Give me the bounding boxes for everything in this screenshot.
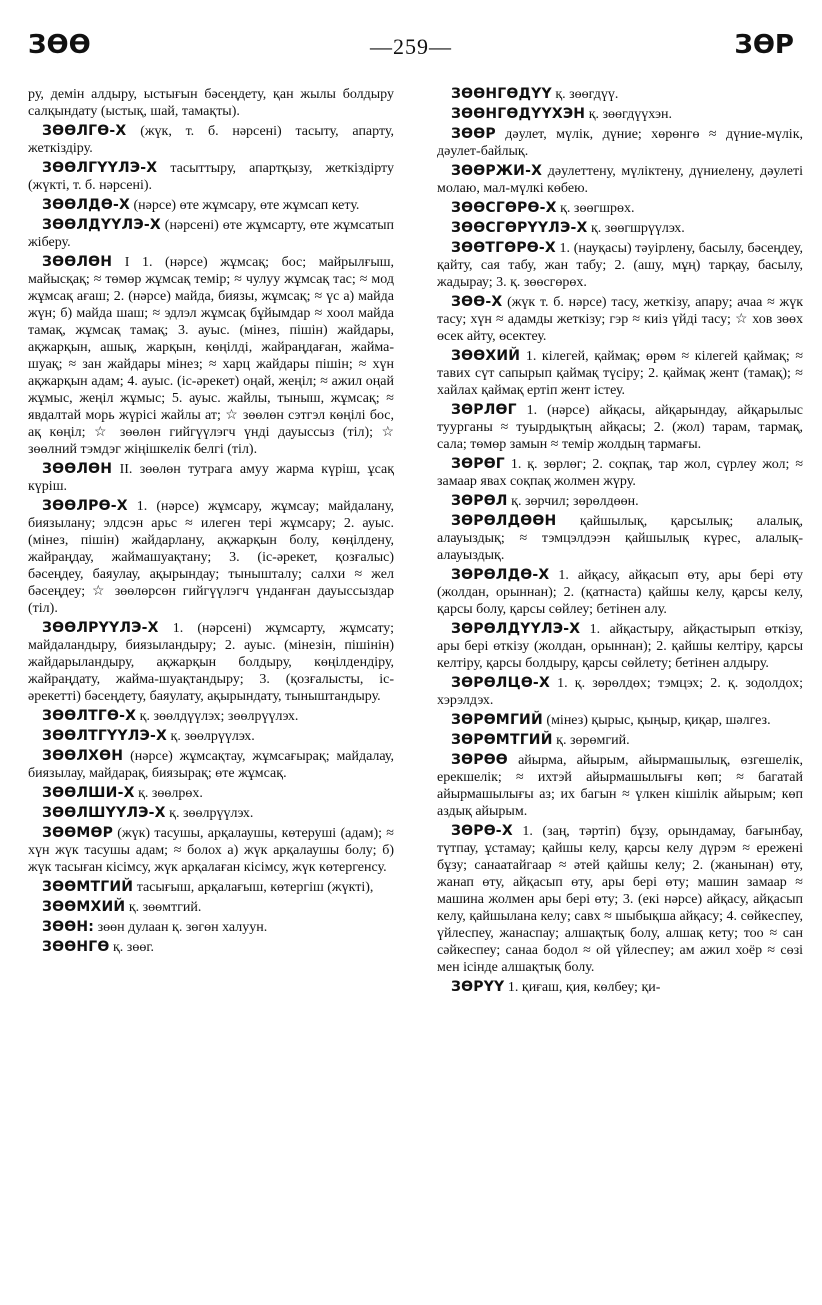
entry-headword: ЗӨРӨ-Х: [451, 823, 513, 839]
entry-definition: (жүк) тасушы, арқалаушы, көтеруші (адам); ≈ хүн жүк тасушы адам; ≈ болох а) жүк арқалаушы болу; б) жүк тасыған кісімсу, жүк арқалаған кісімсу, жүк көтергенсу.: [28, 826, 394, 875]
entry-definition: (нәрсе) өте жұмсару, өте жұмсап кету.: [133, 198, 360, 213]
dictionary-entry: [437, 126, 803, 160]
entry-definition: 1. айқастыру, айқастырып өткізу, ары бері өткізу (жолдан, орыннан); 2. қайшы келтіру, қарсы келтіру, қарсы болдыру, қарсы сөйлету; бетінен алдыру.: [437, 622, 803, 671]
entry-headword: ЗӨРӨГ: [451, 456, 505, 472]
dictionary-entry: [437, 456, 803, 490]
entry-definition: тасығыш, арқалағыш, көтергіш (жүкті),: [136, 880, 374, 895]
entry-headword: ЗӨӨСГӨРҮҮЛЭ-Х: [451, 220, 588, 236]
entry-headword: ЗӨӨН:: [42, 919, 95, 935]
entry-definition: (жүк, т. б. нәрсені) тасыту, апарту, жеткіздіру.: [28, 124, 394, 156]
entry-headword: ЗӨӨНГӨДҮҮ: [451, 86, 552, 102]
entry-definition: (жүк т. б. нәрсе) тасу, жеткізу, апару; ачаа ≈ жүк тасу; хүн ≈ адамды жеткізу; гэр ≈ киіз үйді тасу; ☆ хов зөөх өсек айту, өсектеу.: [437, 295, 803, 344]
entry-headword: ЗӨӨРЖИ-Х: [451, 163, 543, 179]
entry-headword: ЗӨӨЛШҮҮЛЭ-Х: [42, 805, 166, 821]
dictionary-entry: [437, 979, 803, 996]
entry-headword: ЗӨӨЛӨН: [42, 461, 113, 477]
entry-definition: қ. зөөлрүүлэх.: [170, 729, 255, 744]
dictionary-entry: [437, 200, 803, 217]
entry-headword: ЗӨӨЛТГҮҮЛЭ-Х: [42, 728, 168, 744]
dictionary-entry: [28, 785, 394, 802]
left-column: [28, 86, 394, 1291]
entry-definition: қ. зөөмтгий.: [128, 900, 202, 915]
entry-headword: ЗӨРӨЛДҮҮЛЭ-Х: [451, 621, 581, 637]
entry-definition: (мінез) қырыс, қыңыр, қиқар, шәлгез.: [546, 713, 771, 728]
header-first-headword: ЗӨӨ: [28, 30, 91, 60]
dictionary-entry: [28, 728, 394, 745]
entry-headword: ЗӨӨЛРӨ-Х: [42, 498, 128, 514]
dictionary-entry: [28, 86, 394, 120]
entry-definition: (нәрсе) жұмсақтау, жұмсағырақ; майдалау, биязылау, майдарақ, биязырақ; өте жұмсақ.: [28, 749, 394, 781]
entry-headword: ЗӨӨЛРҮҮЛЭ-Х: [42, 620, 159, 636]
entry-headword: ЗӨРӨМТГИЙ: [451, 732, 553, 748]
dictionary-entry: [28, 254, 394, 458]
entry-definition: зөөн дулаан қ. зөгөн халуун.: [97, 920, 268, 935]
entry-headword: ЗӨӨР: [451, 126, 496, 142]
dictionary-entry: [437, 106, 803, 123]
dictionary-entry: [437, 402, 803, 453]
entry-definition: дәулет, мүлік, дүние; хөрөнгө ≈ дүние-мүлік, дәулет-байлық.: [437, 127, 803, 159]
entry-headword: ЗӨРӨЛЦӨ-Х: [451, 675, 550, 691]
entry-headword: ЗӨӨМХИЙ: [42, 899, 126, 915]
entry-headword: ЗӨРӨМГИЙ: [451, 712, 543, 728]
entry-definition: 1. (науқасы) тәуірлену, басылу, бәсеңдеу, қайту, сая табу, жан табу; 2. (ашу, мұң) тарқау, басылу, жадырау; 3. қ. зөөсгөрөх.: [437, 241, 803, 290]
entry-headword: ЗӨӨСГӨРӨ-Х: [451, 200, 557, 216]
dictionary-entry: [28, 197, 394, 214]
entry-definition: 1. (заң, тәртіп) бұзу, орындамау, бағынбау, түтпау, ұстамау; қайшы келу, қарсы келу дүрэм ≈ ережені бұзу; санаатайгаар ≈ әтей қайшы келу; 2. (жанынан) өту, жанап өту, айқасып өту, ары бері өту; машин замаар ≈ машина жолмен ары бері өту; 3. (екі нәрсе) айқасу, айқасып келу, қайшылана келу; савх ≈ шыбықша айқасу; 4. сөйкеспеу, үйлеспеу, жанаспау; алшақтық болу, алшақ кету; тоо ≈ сан сәйкеспеу; санаа бодол ≈ ой үйлеспеу; ам ажил хоёр ≈ сөзі мен ісінде алшақтық болу.: [437, 824, 803, 975]
entry-definition: 1. қ. зөрөлдөх; тэмцэх; 2. қ. зодолдох; хэрэлдэх.: [437, 676, 803, 708]
dictionary-entry: [437, 732, 803, 749]
entry-headword: ЗӨӨХИЙ: [451, 348, 521, 364]
entry-headword: ЗӨӨЛХӨН: [42, 748, 124, 764]
page-number: —259—: [370, 34, 452, 59]
entry-headword: ЗӨӨНГӨ: [42, 939, 110, 955]
entry-definition: 1. (нәрсе) айқасы, айқарындау, айқарылыс туурганы ≈ туырдықтың айқасы; 2. (жол) тарам, тармақ, сала; төмөр замын ≈ темір жолдың тармағы.: [437, 403, 803, 452]
entry-headword: ЗӨӨМӨР: [42, 825, 114, 841]
dictionary-entry: [28, 708, 394, 725]
entry-headword: ЗӨӨТГӨРӨ-Х: [451, 240, 556, 256]
entry-definition: 1. кілегей, қаймақ; өрөм ≈ кілегей қаймақ; ≈ тавих сүт сапырып қаймақ түсіру; 2. қаймақ жент (тамақ); ≈ хайлах қаймақ ертіп жент істеу.: [437, 349, 803, 398]
entry-headword: ЗӨРҮҮ: [451, 979, 505, 995]
entry-definition: 1. (нәрсені) жұмсарту, жұмсату; майдаландыру, биязыландыру; 2. ауыс. (мінезін, пішінін) жайдарыландыру, ақжарқын болдыру, көңілдендіру, жайраңдату, жайма-шуақтандыру; 3. (қозғалысты, іс-әрекетті) бәсеңдету, баяулату, ақырындату, тыныштандыру.: [28, 621, 394, 704]
dictionary-entry: [437, 220, 803, 237]
entry-definition: 1. қиғаш, қия, көлбеу; қи-: [507, 980, 661, 995]
dictionary-entry: [28, 217, 394, 251]
dictionary-entry: [28, 825, 394, 876]
dictionary-entry: [437, 712, 803, 729]
dictionary-entry: [28, 123, 394, 157]
entry-definition: қ. зөөлрүүлэх.: [169, 806, 254, 821]
entry-headword: ЗӨӨЛДӨ-Х: [42, 197, 130, 213]
entry-definition: қ. зөөгшрөх.: [560, 201, 635, 216]
dictionary-entry: [28, 879, 394, 896]
dictionary-body: [28, 86, 803, 1291]
entry-definition: 1. (нәрсе) жұмсару, жұмсау; майдалану, биязылану; элдсэн арьс ≈ илеген тері жұмсару; 2. ауыс. (мінез, пішін) жайдарлану, ақжарқын болу, көңілдену, жайраңдау, жаймашуақтану; 3. (іс-әрекет, қозғалыс) бәсеңдеу, баяулау, ақырындау; тынышталу; салхи ≈ жел бәсеңдеу; ☆ зөөлөрсөн гийгүүлэгч үнданған дауыссыздар (тіл).: [28, 499, 394, 616]
entry-headword: ЗӨРӨЛДӨӨН: [451, 513, 557, 529]
entry-definition: айырма, айырым, айырмашылық, өзгешелік, ерекшелік; ≈ ихтэй айырмашылығы көп; ≈ багатай айырмашылығы аз; их багын ≈ үлкен кішілік айырым; көп аздық айырым.: [437, 753, 803, 819]
entry-definition: ру, демін алдыру, ыстығын бәсеңдету, қан жылы болдыру салқындату (ыстық, шай, тамақты).: [28, 87, 394, 119]
entry-definition: қ. зөөлрөх.: [138, 786, 203, 801]
entry-definition: қ. зөрөмгий.: [556, 733, 630, 748]
entry-headword: ЗӨӨМТГИЙ: [42, 879, 134, 895]
right-column: [437, 86, 803, 1291]
dictionary-entry: [437, 621, 803, 672]
dictionary-entry: [437, 294, 803, 345]
dictionary-entry: [28, 805, 394, 822]
entry-definition: қайшылық, қарсылық; алалық, алауыздық; ≈ тэмцэлдээн қайшылық күрес, алалық-алауыздық.: [437, 514, 803, 563]
dictionary-entry: [28, 939, 394, 956]
entry-definition: (нәрсені) өте жұмсарту, өте жұмсатып жіберу.: [28, 218, 394, 250]
entry-headword: ЗӨӨЛӨН: [42, 254, 113, 270]
dictionary-entry: [437, 348, 803, 399]
dictionary-entry: [28, 919, 394, 936]
dictionary-entry: [437, 86, 803, 103]
entry-definition: қ. зөөгдүүхэн.: [588, 107, 673, 122]
entry-definition: дәулеттену, мүліктену, дүниелену, дәулеті молаю, мал-мүлкі көбею.: [437, 164, 803, 196]
dictionary-entry: [28, 899, 394, 916]
entry-headword: ЗӨРЛӨГ: [451, 402, 517, 418]
entry-headword: ЗӨӨЛТГӨ-Х: [42, 708, 137, 724]
entry-headword: ЗӨРӨӨ: [451, 752, 508, 768]
dictionary-entry: [437, 823, 803, 976]
dictionary-entry: [437, 240, 803, 291]
entry-definition: II. зөөлөн тутрага амуу жарма күріш, ұсақ күріш.: [28, 462, 394, 494]
entry-definition: 1. айқасу, айқасып өту, ары бері өту (жолдан, орыннан); 2. (қатнаста) қайшы келу, қарсы келу, қарсы болу, қарсы сөйлеу; бетінен алу.: [437, 568, 803, 617]
dictionary-entry: [28, 748, 394, 782]
entry-definition: қ. зөөг.: [113, 940, 154, 955]
entry-headword: ЗӨӨЛДҮҮЛЭ-Х: [42, 217, 161, 233]
dictionary-entry: [28, 620, 394, 705]
dictionary-entry: [437, 163, 803, 197]
entry-definition: I 1. (нәрсе) жұмсақ; бос; майрылғыш, майысқақ; ≈ төмөр жұмсақ темір; ≈ чулуу жұмсақ тас; ≈ мод жұмсақ ағаш; 2. (нәрсе) майда, биязы, жұмсақ; ≈ үс а) майда жүн; б) майда шаш; ≈ эдлэл жұмсақ бұйымдар ≈ хоол майда тамақ, жұмсақ тамақ; 3. ауыс. (мінез, пішін) жайдары, ақжарқын, ашық, жарқын, көңілді, жайраңдаған, жайма-шуақ; ≈ зан жайдары мінез; ≈ харц жайдары пішін; ≈ хүн ақжарқын адам; 4. ауыс. (іс-әрекет) оңай, жеңіл; ≈ ажил оңай жұмыс, жеңіл жұмыс; 5. ауыс. жайлы, тыныш, жұмсақ; ≈ явдалтай морь жүрісі жайлы ат; ☆ зөөлөн сэтгэл көңілі бос, ақ көңіл; ☆ зөөлөн гийгүүлэгч үнді дауыссыз (тіл); ☆ зөөлний тэмдэг жіңішкелік белгі (тіл).: [28, 255, 394, 457]
entry-definition: қ. зөөлдүүлэх; зөөлрүүлэх.: [139, 709, 299, 724]
page-header: [28, 30, 794, 64]
entry-definition: қ. зөрчил; зөрөлдөөн.: [511, 494, 639, 509]
entry-definition: 1. қ. зөрлөг; 2. соқпақ, тар жол, сүрлеу жол; ≈ замаар явах соқпақ жолмен жүру.: [437, 457, 803, 489]
entry-headword: ЗӨӨЛГӨ-Х: [42, 123, 127, 139]
dictionary-entry: [437, 513, 803, 564]
entry-headword: ЗӨРӨЛ: [451, 493, 508, 509]
dictionary-entry: [28, 160, 394, 194]
dictionary-entry: [437, 752, 803, 820]
entry-definition: қ. зөөгдүү.: [555, 87, 619, 102]
entry-headword: ЗӨӨ-Х: [451, 294, 503, 310]
entry-headword: ЗӨРӨЛДӨ-Х: [451, 567, 550, 583]
dictionary-entry: [437, 493, 803, 510]
entry-definition: қ. зөөгшрүүлэх.: [591, 221, 685, 236]
entry-headword: ЗӨӨНГӨДҮҮХЭН: [451, 106, 586, 122]
dictionary-entry: [28, 498, 394, 617]
dictionary-entry: [437, 567, 803, 618]
entry-definition: тасыттыру, апартқызу, жеткіздірту (жүкті, т. б. нәрсені).: [28, 161, 394, 193]
entry-headword: ЗӨӨЛШИ-Х: [42, 785, 135, 801]
dictionary-entry: [437, 675, 803, 709]
entry-headword: ЗӨӨЛГҮҮЛЭ-Х: [42, 160, 158, 176]
header-last-headword: ЗӨР: [734, 30, 794, 60]
dictionary-entry: [28, 461, 394, 495]
